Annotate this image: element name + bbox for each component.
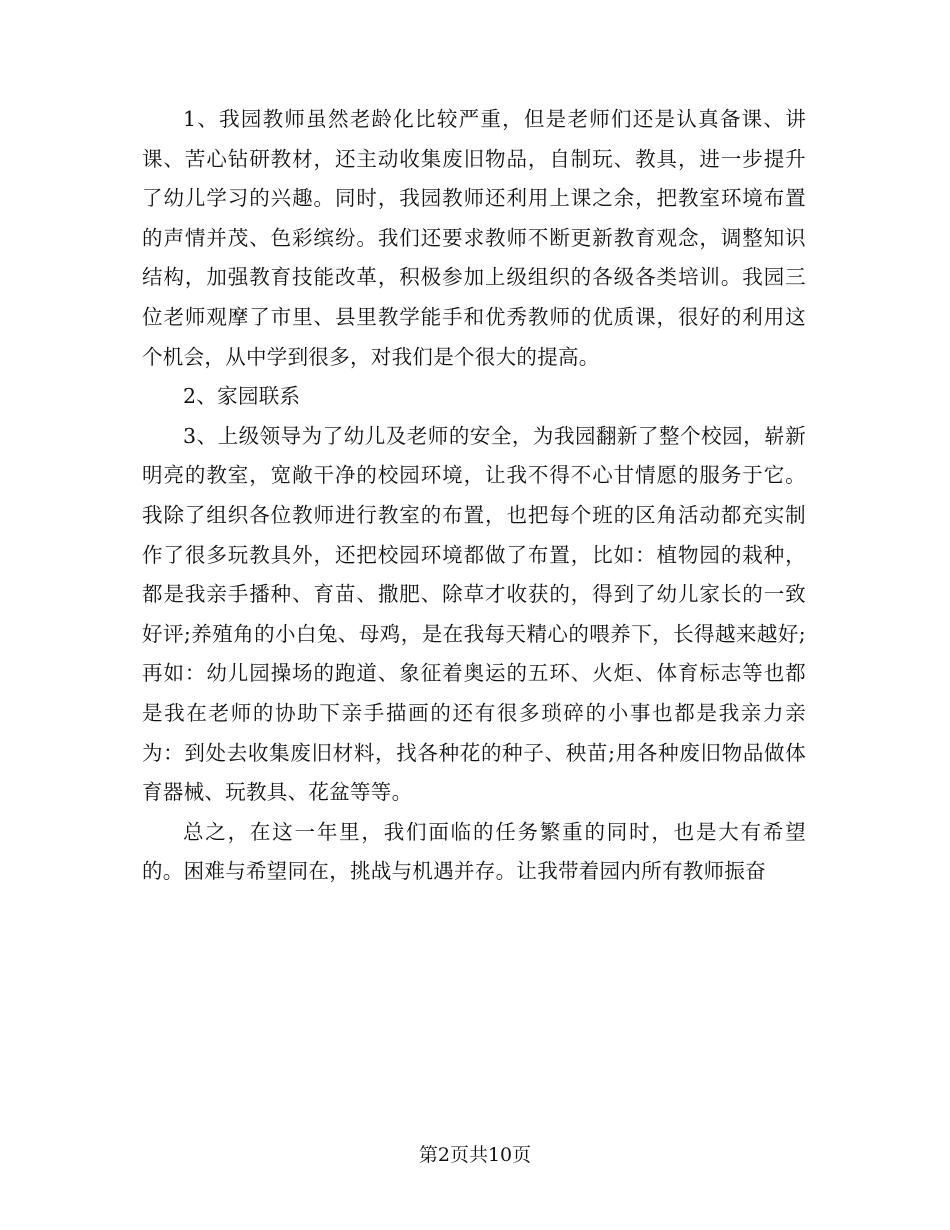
document-body [142,100,806,892]
paragraph-teacher-development: 1、我园教师虽然老龄化比较严重，但是老师们还是认真备课、讲课、苦心钻研教材，还主动收集废旧物品，自制玩、教具，进一步提升了幼儿学习的兴趣。同时，我园教师还利用上课之余，把教室环境布置的声情并茂、色彩缤纷。我们还要求教师不断更新教育观念，调整知识结构，加强教育技能改革，积极参加上级组织的各级各类培训。我园三位老师观摩了市里、县里教学能手和优秀教师的优质课，很好的利用这个机会，从中学到很多，对我们是个很大的提高。 [142,107,806,369]
paragraph-home-school-contact: 2、家园联系 [183,384,301,409]
paragraph-campus-renovation: 3、上级领导为了幼儿及老师的安全，为我园翻新了整个校园，崭新明亮的教室，宽敞干净的校园环境，让我不得不心甘情愿的服务于它。我除了组织各位教师进行教室的布置，也把每个班的区角活动都充实制作了很多玩教具外，还把校园环境都做了布置，比如：植物园的栽种，都是我亲手播种、育苗、撒肥、除草才收获的，得到了幼儿家长的一致好评;养殖角的小白兔、母鸡，是在我每天精心的喂养下，长得越来越好;再如：幼儿园操场的跑道、象征着奥运的五环、火炬、体育标志等也都是我在老师的协助下亲手描画的还有很多琐碎的小事也都是我亲力亲为：到处去收集废旧材料，找各种花的种子、秧苗;用各种废旧物品做体育器械、玩教具、花盆等等。 [142,423,806,805]
paragraph-summary: 总之，在这一年里，我们面临的任务繁重的同时，也是大有希望的。困难与希望同在，挑战与机遇并存。让我带着园内所有教师振奋 [142,819,806,884]
page-number-footer: 第2页共10页 [418,1144,532,1166]
